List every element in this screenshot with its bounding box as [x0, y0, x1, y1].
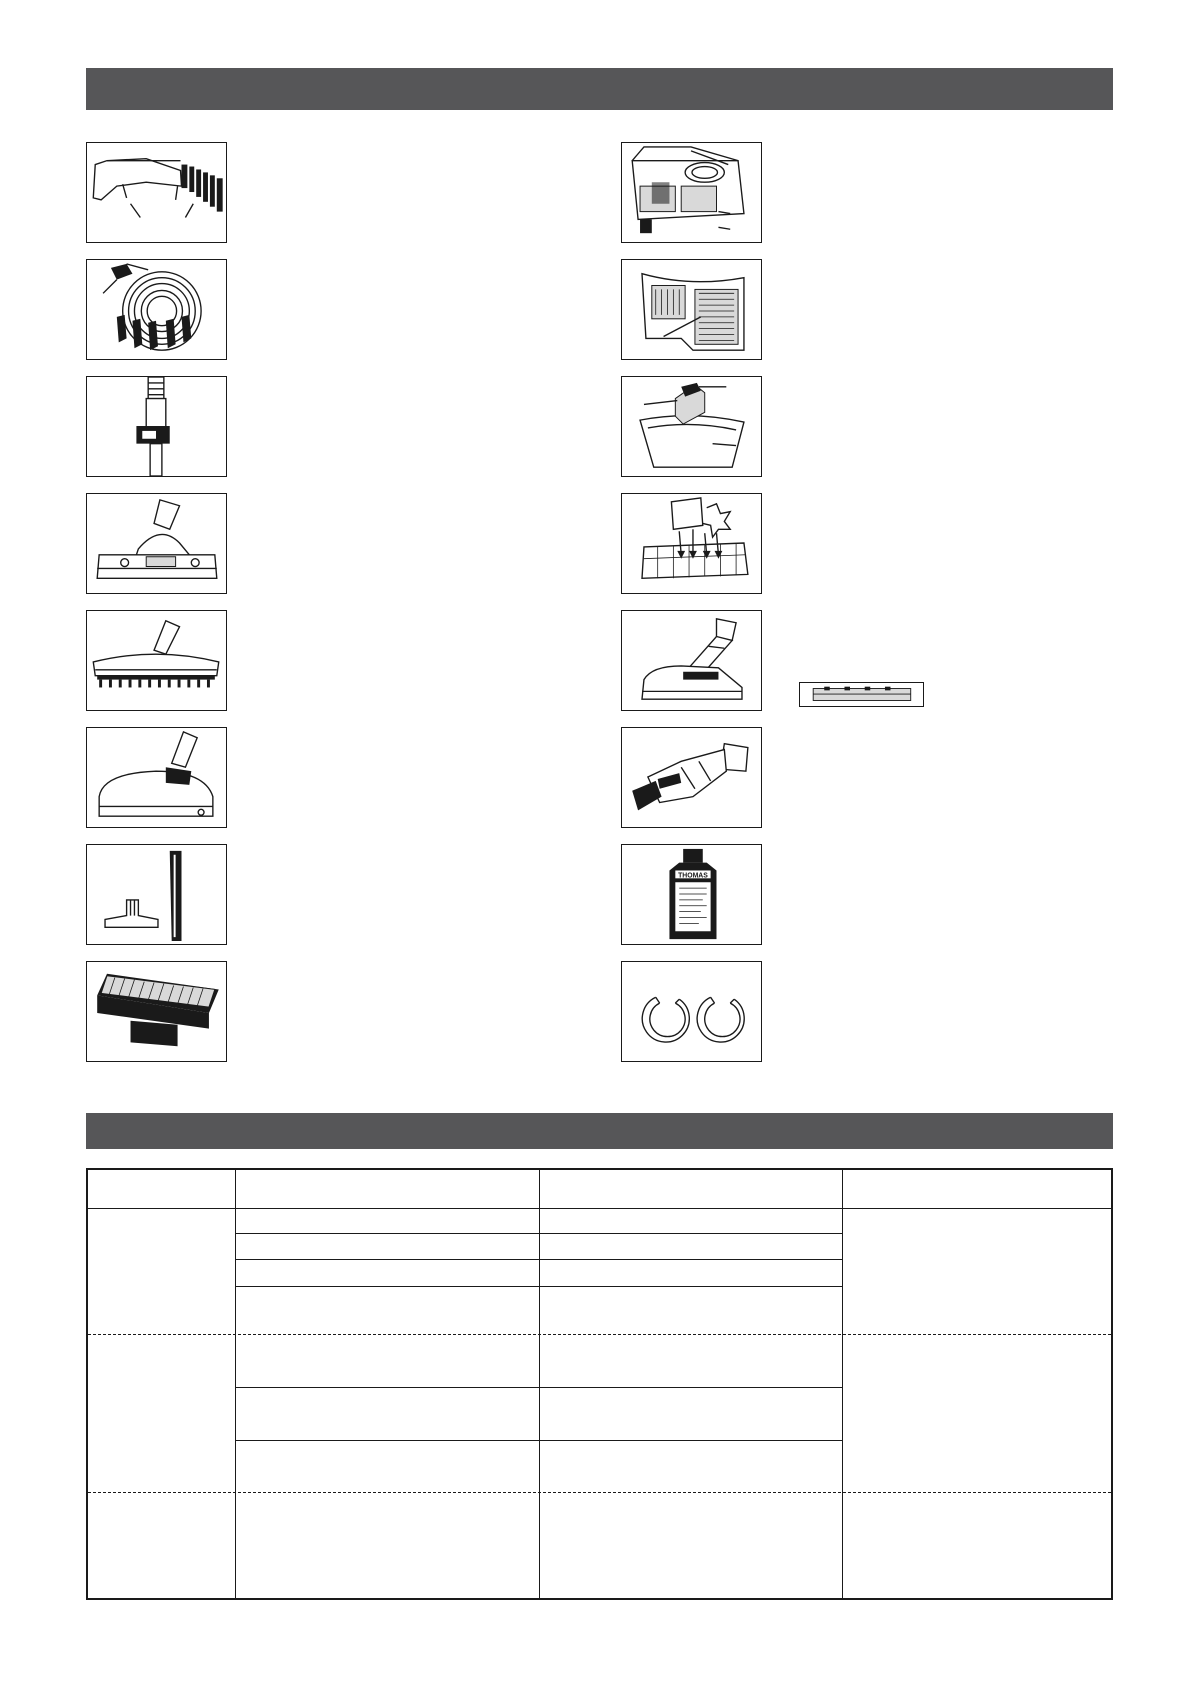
- table-column-divider: [539, 1170, 540, 1598]
- accessories-section-header-bar: [86, 68, 1113, 110]
- accessory-image-carpet-nozzle: [86, 727, 227, 828]
- table-row-divider: [235, 1440, 842, 1441]
- table-cell: [237, 1261, 539, 1286]
- accessory-image-hose-clips: [621, 961, 762, 1062]
- table-cell: [237, 1494, 539, 1598]
- carpet-nozzle-icon: [87, 728, 226, 827]
- accessory-image-water-filter-box: [621, 142, 762, 243]
- table-row-divider: [235, 1387, 842, 1388]
- filter-assembly-icon: [622, 494, 761, 593]
- accessory-image-upholstery-and-crevice-tools: [86, 844, 227, 945]
- table-cell: [541, 1288, 841, 1334]
- spray-extraction-nozzle-icon: [622, 611, 761, 710]
- accessory-image-upholstery-spray-nozzle: [621, 727, 762, 828]
- troubleshooting-table: [86, 1168, 1113, 1600]
- table-header-divider: [88, 1208, 1111, 1209]
- telescopic-tube-icon: [87, 377, 226, 476]
- table-cell: [541, 1336, 841, 1387]
- hose-coil-icon: [87, 260, 226, 359]
- shampoo-bottle-icon: [622, 845, 761, 944]
- table-header-cell: [541, 1170, 841, 1208]
- table-group-divider: [88, 1492, 1111, 1493]
- troubleshooting-section-header-bar: [86, 1113, 1113, 1149]
- accessory-image-shampoo-bottle: [621, 844, 762, 945]
- accessory-image-water-tank: [621, 376, 762, 477]
- table-row-divider: [235, 1286, 842, 1287]
- accessory-image-nozzle-insert: [799, 682, 924, 707]
- table-cell: [541, 1389, 841, 1440]
- table-cell: [237, 1336, 539, 1387]
- table-row-divider: [235, 1233, 842, 1234]
- bottle-brand-label: THOMAS: [678, 872, 708, 880]
- table-cell: [541, 1210, 841, 1233]
- table-header-cell: [88, 1170, 235, 1208]
- table-cell: [237, 1210, 539, 1233]
- upholstery-spray-nozzle-icon: [622, 728, 761, 827]
- accessory-image-hose-handle: [86, 142, 227, 243]
- table-cell: [237, 1288, 539, 1334]
- table-cell: [541, 1494, 841, 1598]
- water-filter-box-icon: [622, 143, 761, 242]
- table-cell: [541, 1261, 841, 1286]
- water-tank-icon: [622, 377, 761, 476]
- nozzle-insert-strip-icon: [800, 683, 923, 706]
- hose-clips-icon: [622, 962, 761, 1061]
- accessory-image-spray-extraction-nozzle: [621, 610, 762, 711]
- table-column-divider: [842, 1170, 843, 1598]
- accessory-image-hose-coil: [86, 259, 227, 360]
- table-cell: [541, 1235, 841, 1259]
- table-group-divider: [88, 1334, 1111, 1335]
- filter-insert-icon: [622, 260, 761, 359]
- table-cell: [237, 1442, 539, 1492]
- accessory-image-telescopic-tube: [86, 376, 227, 477]
- table-column-divider: [235, 1170, 236, 1598]
- table-cell: [237, 1389, 539, 1440]
- accessory-image-hepa-filter: [86, 961, 227, 1062]
- hepa-filter-icon: [87, 962, 226, 1061]
- table-row-divider: [235, 1259, 842, 1260]
- upholstery-and-crevice-tools-icon: [87, 845, 226, 944]
- table-header-cell: [237, 1170, 539, 1208]
- floor-nozzle-icon: [87, 494, 226, 593]
- table-cell: [237, 1235, 539, 1259]
- accessory-image-filter-insert: [621, 259, 762, 360]
- hose-handle-icon: [87, 143, 226, 242]
- accessory-image-filter-assembly: [621, 493, 762, 594]
- parquet-brush-icon: [87, 611, 226, 710]
- accessory-image-parquet-brush: [86, 610, 227, 711]
- accessory-image-floor-nozzle: [86, 493, 227, 594]
- table-header-cell: [844, 1170, 1111, 1208]
- table-cell: [541, 1442, 841, 1492]
